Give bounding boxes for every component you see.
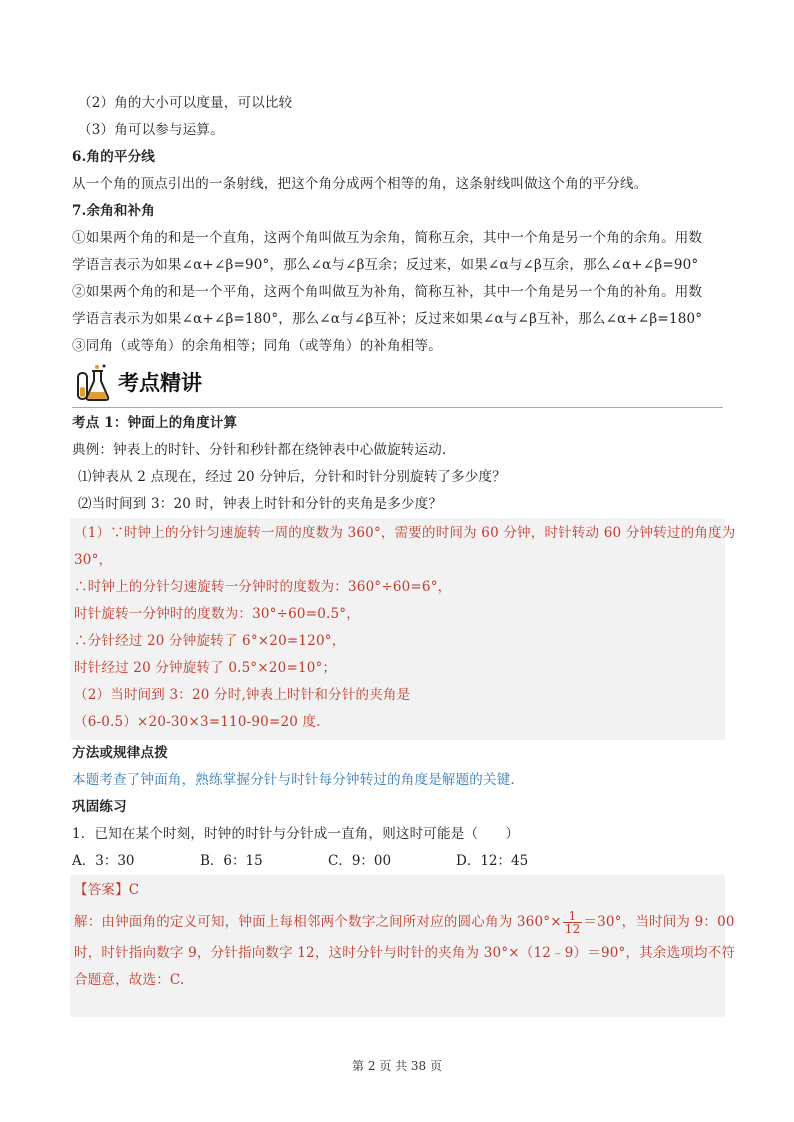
intro-item-2: （2）角的大小可以度量，可以比较 bbox=[78, 95, 293, 111]
lab-flask-icon bbox=[74, 363, 112, 403]
page-footer: 第 2 页 共 38 页 bbox=[352, 1059, 442, 1073]
solution-line: 时针经过 20 分钟旋转了 0.5°×20=10°； bbox=[74, 660, 337, 676]
answer-box bbox=[70, 875, 736, 1017]
topic-heading: 考点 1：钟面上的角度计算 bbox=[72, 415, 238, 431]
explain-pre: 解：由钟面角的定义可知，钟面上每相邻两个数字之间所对应的圆心角为 360°× bbox=[74, 914, 562, 930]
complement-heading: 7.余角和补角 bbox=[72, 203, 155, 219]
solution-box bbox=[70, 518, 736, 740]
bisector-heading: 6.角的平分线 bbox=[72, 149, 155, 165]
option-a: A．3：30 bbox=[72, 853, 135, 869]
solution-line: 30°， bbox=[74, 552, 113, 568]
method-heading: 方法或规律点拨 bbox=[72, 745, 168, 761]
explain-post: ＝30°，当时间为 9：00 bbox=[583, 914, 735, 930]
bisector-text: 从一个角的顶点引出的一条射线，把这个角分成两个相等的角，这条射线叫做这个角的平分线。 bbox=[72, 176, 648, 192]
answer-options bbox=[72, 848, 723, 875]
explain-line-3: 合题意，故选：C. bbox=[74, 972, 185, 988]
option-c: C．9：00 bbox=[328, 853, 392, 869]
practice-question: 1．已知在某个时刻，时钟的时针与分针成一直角，则这时可能是（ ） bbox=[72, 826, 520, 842]
complement-line: 学语言表示为如果∠α+∠β=90°，那么∠α与∠β互余；反过来，如果∠α与∠β互余，那么∠α+∠β=90° bbox=[72, 257, 699, 273]
explain-line-2: 时，时针指向数字 9，分针指向数字 12，这时分针与时针的夹角为 30°×（12﹣9）＝90°，其余选项均不符 bbox=[74, 945, 736, 961]
complement-line: 学语言表示为如果∠α+∠β=180°，那么∠α与∠β互补；反过来如果∠α与∠β互补，那么∠α+∠β=180° bbox=[72, 311, 703, 327]
option-d: D．12：45 bbox=[456, 853, 529, 869]
fraction-numerator: 1 bbox=[563, 910, 583, 923]
example-text: 典例：钟表上的时针、分针和秒针都在绕钟表中心做旋转运动. bbox=[72, 442, 447, 458]
solution-line: ∴分针经过 20 分钟旋转了 6°×20=120°， bbox=[74, 633, 346, 649]
section-banner bbox=[72, 363, 723, 408]
explain-line-1 bbox=[74, 904, 735, 940]
banner-title: 考点精讲 bbox=[118, 371, 202, 395]
method-text: 本题考查了钟面角，熟练掌握分针与时针每分钟转过的角度是解题的关键. bbox=[72, 772, 515, 788]
question-1: ⑴钟表从 2 点现在，经过 20 分钟后，分针和时针分别旋转了多少度？ bbox=[78, 469, 506, 485]
solution-line: （6-0.5）×20-30×3=110-90=20 度. bbox=[74, 714, 321, 730]
option-b: B．6：15 bbox=[200, 853, 263, 869]
question-2: ⑵当时间到 3：20 时，钟表上时针和分针的夹角是多少度？ bbox=[78, 496, 443, 512]
solution-line: （2）当时间到 3：20 分时,钟表上时针和分针的夹角是 bbox=[74, 687, 411, 703]
answer-label: 【答案】C bbox=[74, 882, 140, 898]
practice-heading: 巩固练习 bbox=[72, 799, 127, 815]
fraction bbox=[563, 910, 583, 935]
solution-line: ∴时钟上的分针匀速旋转一分钟时的度数为：360°÷60=6°， bbox=[74, 579, 452, 595]
intro-item-3: （3）角可以参与运算。 bbox=[78, 122, 224, 138]
solution-line: （1）∵时钟上的分针匀速旋转一周的度数为 360°，需要的时间为 60 分钟，时针转动 60 分钟转过的角度为 bbox=[74, 525, 736, 541]
fraction-denominator: 12 bbox=[564, 922, 581, 936]
complement-line: ③同角（或等角）的余角相等；同角（或等角）的补角相等。 bbox=[72, 338, 442, 354]
page-content bbox=[72, 90, 736, 1017]
solution-line: 时针旋转一分钟时的度数为：30°÷60=0.5°， bbox=[74, 606, 360, 622]
complement-line: ①如果两个角的和是一个直角，这两个角叫做互为余角，简称互余，其中一个角是另一个角的余角。用数 bbox=[72, 230, 703, 246]
complement-line: ②如果两个角的和是一个平角，这两个角叫做互为补角，简称互补，其中一个角是另一个角的补角。用数 bbox=[72, 284, 703, 300]
